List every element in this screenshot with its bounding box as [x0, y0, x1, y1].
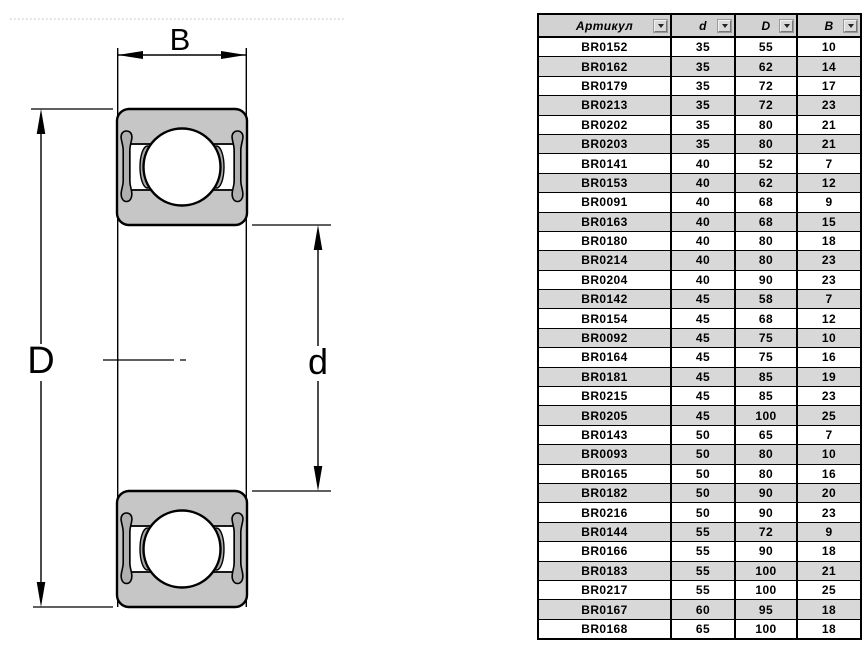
cell-article: BR0216 — [539, 503, 672, 521]
cell-B: 10 — [821, 40, 837, 55]
bearing-spec-table — [537, 13, 862, 640]
cell-article: BR0180 — [539, 232, 672, 250]
cell-D: 100 — [736, 581, 798, 599]
cell-D: 72 — [736, 523, 798, 541]
table-row — [539, 600, 860, 619]
cell-article: BR0181 — [539, 368, 672, 386]
arrowhead-right — [221, 51, 246, 59]
filter-button-article[interactable] — [654, 20, 667, 32]
cell-D: 72 — [736, 77, 798, 95]
cell-article: BR0141 — [539, 154, 672, 172]
column-header-d-label: d — [699, 18, 707, 33]
cell-B: 17 — [821, 78, 837, 93]
column-header-B — [798, 15, 860, 36]
cell-D: 68 — [736, 193, 798, 211]
cell-D: 52 — [736, 154, 798, 172]
cell-d: 45 — [672, 290, 736, 308]
table-row — [539, 271, 860, 290]
cell-article: BR0093 — [539, 445, 672, 463]
cell-d: 55 — [672, 562, 736, 580]
cell-d: 60 — [672, 600, 736, 618]
table-row — [539, 251, 860, 270]
cell-B: 12 — [821, 311, 837, 326]
arrowhead-down — [37, 582, 46, 607]
cell-d: 55 — [672, 581, 736, 599]
table-row — [539, 290, 860, 309]
cell-article: BR0179 — [539, 77, 672, 95]
cell-article: BR0167 — [539, 600, 672, 618]
cell-article: BR0168 — [539, 620, 672, 638]
cell-B: 21 — [821, 137, 837, 152]
cell-D: 100 — [736, 620, 798, 638]
table-row — [539, 116, 860, 135]
cell-B: 23 — [821, 253, 837, 268]
cell-D: 62 — [736, 57, 798, 75]
cell-article: BR0204 — [539, 271, 672, 289]
cell-D: 90 — [736, 484, 798, 502]
cell-d: 45 — [672, 329, 736, 347]
cell-B: 18 — [821, 544, 837, 559]
column-header-article — [539, 15, 672, 36]
cell-article: BR0142 — [539, 290, 672, 308]
cell-d: 40 — [672, 232, 736, 250]
cell-article: BR0165 — [539, 465, 672, 483]
cell-article: BR0203 — [539, 135, 672, 153]
cell-D: 58 — [736, 290, 798, 308]
cell-B: 23 — [821, 272, 837, 287]
chevron-down-icon — [848, 24, 854, 28]
cell-D: 80 — [736, 116, 798, 134]
cell-B: 7 — [825, 156, 833, 171]
cell-article: BR0154 — [539, 309, 672, 327]
cell-B: 18 — [821, 234, 837, 249]
cell-article: BR0153 — [539, 174, 672, 192]
arrowhead-down — [314, 466, 323, 491]
cell-d: 45 — [672, 368, 736, 386]
upper-ring-section — [117, 109, 247, 225]
arrowhead-left — [118, 51, 143, 59]
table-row — [539, 96, 860, 115]
cell-B: 9 — [825, 195, 833, 210]
cell-D: 80 — [736, 135, 798, 153]
cell-B: 20 — [821, 486, 837, 501]
table-row — [539, 484, 860, 503]
cell-d: 35 — [672, 57, 736, 75]
cell-article: BR0182 — [539, 484, 672, 502]
table-row — [539, 406, 860, 425]
cell-D: 85 — [736, 368, 798, 386]
cell-B: 7 — [825, 292, 833, 307]
cell-d: 35 — [672, 77, 736, 95]
cell-B: 16 — [821, 350, 837, 365]
cell-D: 75 — [736, 329, 798, 347]
filter-button-D[interactable] — [780, 20, 793, 32]
cell-D: 65 — [736, 426, 798, 444]
cell-B: 12 — [821, 175, 837, 190]
label-d: d — [307, 341, 329, 382]
table-row — [539, 348, 860, 367]
table-row — [539, 57, 860, 76]
cell-D: 55 — [736, 38, 798, 56]
cell-D: 62 — [736, 174, 798, 192]
table-row — [539, 581, 860, 600]
cell-article: BR0163 — [539, 213, 672, 231]
cell-article: BR0144 — [539, 523, 672, 541]
cell-d: 35 — [672, 116, 736, 134]
table-row — [539, 135, 860, 154]
dimension-B — [118, 22, 246, 59]
table-row — [539, 193, 860, 212]
cell-B: 19 — [821, 369, 837, 384]
cell-d: 50 — [672, 503, 736, 521]
column-header-d — [672, 15, 736, 36]
cell-d: 40 — [672, 154, 736, 172]
cell-D: 85 — [736, 387, 798, 405]
cell-d: 45 — [672, 387, 736, 405]
cell-article: BR0213 — [539, 96, 672, 114]
cell-article: BR0166 — [539, 542, 672, 560]
cell-d: 50 — [672, 465, 736, 483]
cell-article: BR0205 — [539, 406, 672, 424]
arrowhead-up — [37, 109, 46, 134]
cell-B: 9 — [825, 524, 833, 539]
table-body — [539, 38, 860, 638]
cell-d: 40 — [672, 251, 736, 269]
table-row — [539, 562, 860, 581]
table-row — [539, 368, 860, 387]
cell-D: 80 — [736, 445, 798, 463]
table-row — [539, 387, 860, 406]
column-header-article-label: Артикул — [575, 18, 634, 33]
cell-B: 15 — [821, 214, 837, 229]
cell-article: BR0091 — [539, 193, 672, 211]
cell-d: 50 — [672, 484, 736, 502]
cell-d: 50 — [672, 426, 736, 444]
cell-B: 18 — [821, 621, 837, 636]
cell-article: BR0092 — [539, 329, 672, 347]
table-row — [539, 426, 860, 445]
table-row — [539, 77, 860, 96]
table-row — [539, 620, 860, 638]
table-row — [539, 154, 860, 173]
cell-D: 80 — [736, 251, 798, 269]
table-row — [539, 232, 860, 251]
cell-d: 45 — [672, 406, 736, 424]
cell-article: BR0215 — [539, 387, 672, 405]
cell-D: 90 — [736, 271, 798, 289]
cell-d: 55 — [672, 542, 736, 560]
dimension-d — [252, 225, 331, 491]
table-row — [539, 174, 860, 193]
lower-ring-section — [117, 491, 247, 607]
cell-D: 90 — [736, 503, 798, 521]
cell-B: 18 — [821, 602, 837, 617]
filter-button-B[interactable] — [844, 20, 857, 32]
table-row — [539, 38, 860, 57]
column-header-B-label: B — [824, 18, 834, 33]
label-D: D — [27, 340, 55, 382]
cell-B: 25 — [821, 408, 837, 423]
table-row — [539, 445, 860, 464]
table-row — [539, 503, 860, 522]
cell-B: 10 — [821, 331, 837, 346]
cell-d: 45 — [672, 348, 736, 366]
cell-D: 75 — [736, 348, 798, 366]
cell-D: 68 — [736, 309, 798, 327]
cell-d: 35 — [672, 38, 736, 56]
table-row — [539, 542, 860, 561]
cell-d: 40 — [672, 213, 736, 231]
cell-d: 65 — [672, 620, 736, 638]
cell-B: 10 — [821, 447, 837, 462]
cell-article: BR0164 — [539, 348, 672, 366]
cell-article: BR0217 — [539, 581, 672, 599]
cell-D: 68 — [736, 213, 798, 231]
dimension-D — [27, 109, 113, 607]
cell-d: 40 — [672, 174, 736, 192]
label-B: B — [169, 22, 191, 57]
cell-D: 80 — [736, 232, 798, 250]
cell-D: 80 — [736, 465, 798, 483]
cell-B: 14 — [821, 59, 837, 74]
cell-d: 35 — [672, 135, 736, 153]
table-row — [539, 329, 860, 348]
cell-D: 100 — [736, 406, 798, 424]
cell-B: 25 — [821, 583, 837, 598]
cell-d: 35 — [672, 96, 736, 114]
table-row — [539, 465, 860, 484]
table-row — [539, 213, 860, 232]
cell-article: BR0183 — [539, 562, 672, 580]
cell-d: 40 — [672, 271, 736, 289]
arrowhead-up — [314, 225, 323, 250]
cell-d: 55 — [672, 523, 736, 541]
cell-d: 50 — [672, 445, 736, 463]
cell-D: 95 — [736, 600, 798, 618]
cell-B: 7 — [825, 428, 833, 442]
table-row — [539, 309, 860, 328]
cell-article: BR0214 — [539, 251, 672, 269]
cell-D: 72 — [736, 96, 798, 114]
table-header-row — [539, 15, 860, 38]
cell-B: 16 — [821, 466, 837, 481]
table-row — [539, 523, 860, 542]
cell-d: 40 — [672, 193, 736, 211]
cell-article: BR0143 — [539, 426, 672, 444]
cell-B: 23 — [821, 98, 837, 113]
cell-B: 21 — [821, 563, 837, 578]
cell-article: BR0162 — [539, 57, 672, 75]
chevron-down-icon — [784, 24, 790, 28]
chevron-down-icon — [722, 24, 728, 28]
cell-article: BR0152 — [539, 38, 672, 56]
column-header-D-label: D — [761, 18, 771, 33]
cell-D: 90 — [736, 542, 798, 560]
chevron-down-icon — [658, 24, 664, 28]
cell-D: 100 — [736, 562, 798, 580]
cell-B: 23 — [821, 389, 837, 404]
cell-d: 45 — [672, 309, 736, 327]
cell-article: BR0202 — [539, 116, 672, 134]
filter-button-d[interactable] — [718, 20, 731, 32]
cell-B: 23 — [821, 505, 837, 520]
cell-B: 21 — [821, 117, 837, 132]
column-header-D — [736, 15, 798, 36]
